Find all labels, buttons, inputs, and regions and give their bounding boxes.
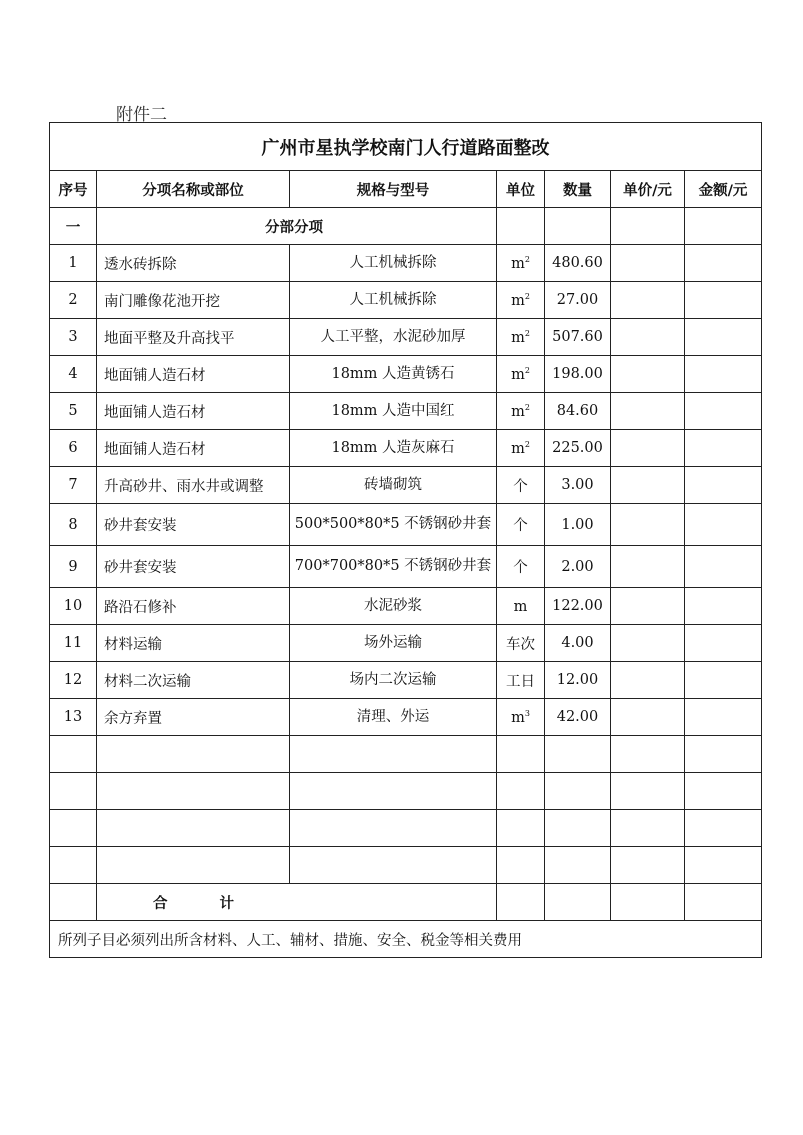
row-unit: 个 (513, 478, 528, 495)
row-unit-sup: 3 (524, 708, 530, 718)
row-no: 7 (50, 467, 97, 504)
blank-cell (97, 847, 290, 884)
table-title: 广州市星执学校南门人行道路面整改 (50, 123, 762, 171)
blank-cell (611, 847, 685, 884)
total-label-a: 合 (153, 895, 168, 912)
row-qty: 2.00 (545, 546, 611, 588)
row-name: 材料二次运输 (97, 662, 290, 699)
blank-cell (50, 847, 97, 884)
total-label (97, 884, 497, 921)
table-row (50, 282, 762, 319)
row-amount (685, 504, 762, 546)
blank-cell (290, 773, 497, 810)
row-unit: m (513, 598, 528, 615)
blank-cell (545, 736, 611, 773)
total-price (611, 884, 685, 921)
header-name: 分项名称或部位 (97, 171, 290, 208)
row-no: 8 (50, 504, 97, 546)
blank-cell (685, 736, 762, 773)
row-qty: 507.60 (545, 319, 611, 356)
total-unit (497, 884, 545, 921)
row-name: 路沿石修补 (97, 588, 290, 625)
row-name: 材料运输 (97, 625, 290, 662)
table-row (50, 245, 762, 282)
section-no: 一 (50, 208, 97, 245)
quotation-table (49, 122, 762, 958)
row-qty: 1.00 (545, 504, 611, 546)
row-price (611, 356, 685, 393)
row-unit-sup: 2 (524, 439, 530, 449)
row-spec: 清理、外运 (290, 699, 497, 736)
row-amount (685, 662, 762, 699)
table-row (50, 319, 762, 356)
row-spec: 人工机械拆除 (290, 282, 497, 319)
row-price (611, 245, 685, 282)
blank-row (50, 736, 762, 773)
table-row (50, 393, 762, 430)
row-no: 12 (50, 662, 97, 699)
row-name: 地面平整及升高找平 (97, 319, 290, 356)
row-unit-cell (497, 245, 545, 282)
row-spec: 砖墙砌筑 (290, 467, 497, 504)
header-amount: 金额/元 (685, 171, 762, 208)
table-row (50, 504, 762, 546)
attachment-label: 附件二 (116, 105, 167, 125)
row-unit: 工日 (506, 673, 535, 690)
row-unit-cell (497, 504, 545, 546)
row-unit-cell (497, 662, 545, 699)
row-price (611, 588, 685, 625)
table-row (50, 625, 762, 662)
row-unit-cell (497, 588, 545, 625)
table-row (50, 430, 762, 467)
header-qty: 数量 (545, 171, 611, 208)
row-unit: m (511, 403, 525, 420)
blank-cell (290, 847, 497, 884)
row-name: 地面铺人造石材 (97, 393, 290, 430)
blank-cell (497, 810, 545, 847)
section-label-cell (97, 208, 497, 245)
row-amount (685, 430, 762, 467)
table-row (50, 699, 762, 736)
row-unit: m (511, 292, 525, 309)
table-row (50, 546, 762, 588)
table-row (50, 467, 762, 504)
row-amount (685, 319, 762, 356)
blank-cell (611, 810, 685, 847)
blank-cell (497, 736, 545, 773)
cell-price (611, 208, 685, 245)
row-spec: 场内二次运输 (290, 662, 497, 699)
row-unit-cell (497, 356, 545, 393)
row-name: 地面铺人造石材 (97, 430, 290, 467)
row-price (611, 504, 685, 546)
total-qty (545, 884, 611, 921)
row-no: 9 (50, 546, 97, 588)
row-price (611, 430, 685, 467)
note-text: 所列子目必须列出所含材料、人工、辅材、措施、安全、税金等相关费用 (50, 921, 762, 958)
header-price: 单价/元 (611, 171, 685, 208)
row-unit-cell (497, 546, 545, 588)
row-price (611, 625, 685, 662)
row-unit: 个 (513, 560, 528, 576)
row-qty: 4.00 (545, 625, 611, 662)
blank-cell (545, 773, 611, 810)
row-price (611, 699, 685, 736)
row-unit: 个 (513, 518, 528, 534)
row-unit-cell (497, 430, 545, 467)
table-row (50, 588, 762, 625)
row-price (611, 282, 685, 319)
total-no (50, 884, 97, 921)
row-no: 1 (50, 245, 97, 282)
row-name: 余方弃置 (97, 699, 290, 736)
row-price (611, 393, 685, 430)
blank-cell (611, 736, 685, 773)
row-spec: 人工机械拆除 (290, 245, 497, 282)
row-name: 升高砂井、雨水井或调整 (97, 467, 290, 504)
row-unit-cell (497, 393, 545, 430)
row-spec: 场外运输 (290, 625, 497, 662)
section-row (50, 208, 762, 245)
row-spec: 水泥砂浆 (290, 588, 497, 625)
table-row (50, 356, 762, 393)
blank-cell (685, 773, 762, 810)
blank-cell (290, 810, 497, 847)
row-amount (685, 588, 762, 625)
row-qty: 3.00 (545, 467, 611, 504)
row-no: 5 (50, 393, 97, 430)
total-label-b: 计 (219, 895, 234, 912)
blank-cell (497, 847, 545, 884)
note-row (50, 921, 762, 958)
total-amount (685, 884, 762, 921)
blank-row (50, 810, 762, 847)
row-unit-cell (497, 282, 545, 319)
row-amount (685, 699, 762, 736)
row-qty: 42.00 (545, 699, 611, 736)
cell-qty (545, 208, 611, 245)
row-price (611, 546, 685, 588)
row-spec: 700*700*80*5 不锈钢砂井套 (290, 546, 497, 588)
row-unit-cell (497, 699, 545, 736)
row-spec: 500*500*80*5 不锈钢砂井套 (290, 504, 497, 546)
row-no: 10 (50, 588, 97, 625)
row-spec: 18mm 人造黄锈石 (290, 356, 497, 393)
row-amount (685, 625, 762, 662)
cell-amount (685, 208, 762, 245)
blank-cell (290, 736, 497, 773)
blank-cell (97, 736, 290, 773)
row-name: 透水砖拆除 (97, 245, 290, 282)
row-unit-sup: 2 (524, 365, 530, 375)
blank-cell (685, 847, 762, 884)
title-row (50, 123, 762, 171)
blank-cell (97, 810, 290, 847)
blank-row (50, 847, 762, 884)
blank-cell (545, 810, 611, 847)
row-qty: 27.00 (545, 282, 611, 319)
row-unit: m (511, 329, 525, 346)
row-unit: m (511, 440, 525, 457)
blank-cell (545, 847, 611, 884)
row-no: 6 (50, 430, 97, 467)
row-qty: 480.60 (545, 245, 611, 282)
row-no: 4 (50, 356, 97, 393)
row-amount (685, 393, 762, 430)
blank-cell (611, 773, 685, 810)
row-unit: m (511, 709, 525, 726)
row-unit-sup: 2 (524, 402, 530, 412)
row-name: 砂井套安装 (97, 546, 290, 588)
row-amount (685, 245, 762, 282)
blank-cell (97, 773, 290, 810)
row-price (611, 662, 685, 699)
row-amount (685, 467, 762, 504)
section-label: 分部分项 (265, 219, 323, 236)
cell-unit (497, 208, 545, 245)
row-unit-sup: 2 (524, 328, 530, 338)
row-qty: 12.00 (545, 662, 611, 699)
row-spec: 18mm 人造灰麻石 (290, 430, 497, 467)
row-spec: 18mm 人造中国红 (290, 393, 497, 430)
header-no: 序号 (50, 171, 97, 208)
row-qty: 225.00 (545, 430, 611, 467)
blank-cell (50, 810, 97, 847)
row-unit-cell (497, 467, 545, 504)
row-qty: 122.00 (545, 588, 611, 625)
row-amount (685, 356, 762, 393)
row-amount (685, 282, 762, 319)
row-unit: 车次 (506, 636, 535, 653)
blank-cell (685, 810, 762, 847)
total-row (50, 884, 762, 921)
row-no: 3 (50, 319, 97, 356)
row-unit-cell (497, 319, 545, 356)
row-no: 13 (50, 699, 97, 736)
row-name: 南门雕像花池开挖 (97, 282, 290, 319)
blank-cell (50, 736, 97, 773)
row-no: 2 (50, 282, 97, 319)
header-row (50, 171, 762, 208)
row-unit: m (511, 366, 525, 383)
header-unit: 单位 (497, 171, 545, 208)
row-no: 11 (50, 625, 97, 662)
blank-cell (497, 773, 545, 810)
row-qty: 198.00 (545, 356, 611, 393)
blank-row (50, 773, 762, 810)
row-amount (685, 546, 762, 588)
row-spec: 人工平整，水泥砂加厚 (290, 319, 497, 356)
row-qty: 84.60 (545, 393, 611, 430)
blank-cell (50, 773, 97, 810)
row-price (611, 319, 685, 356)
row-name: 砂井套安装 (97, 504, 290, 546)
row-name: 地面铺人造石材 (97, 356, 290, 393)
row-price (611, 467, 685, 504)
row-unit-sup: 2 (524, 254, 530, 264)
header-spec: 规格与型号 (290, 171, 497, 208)
row-unit: m (511, 255, 525, 272)
table-row (50, 662, 762, 699)
row-unit-sup: 2 (524, 291, 530, 301)
row-unit-cell (497, 625, 545, 662)
